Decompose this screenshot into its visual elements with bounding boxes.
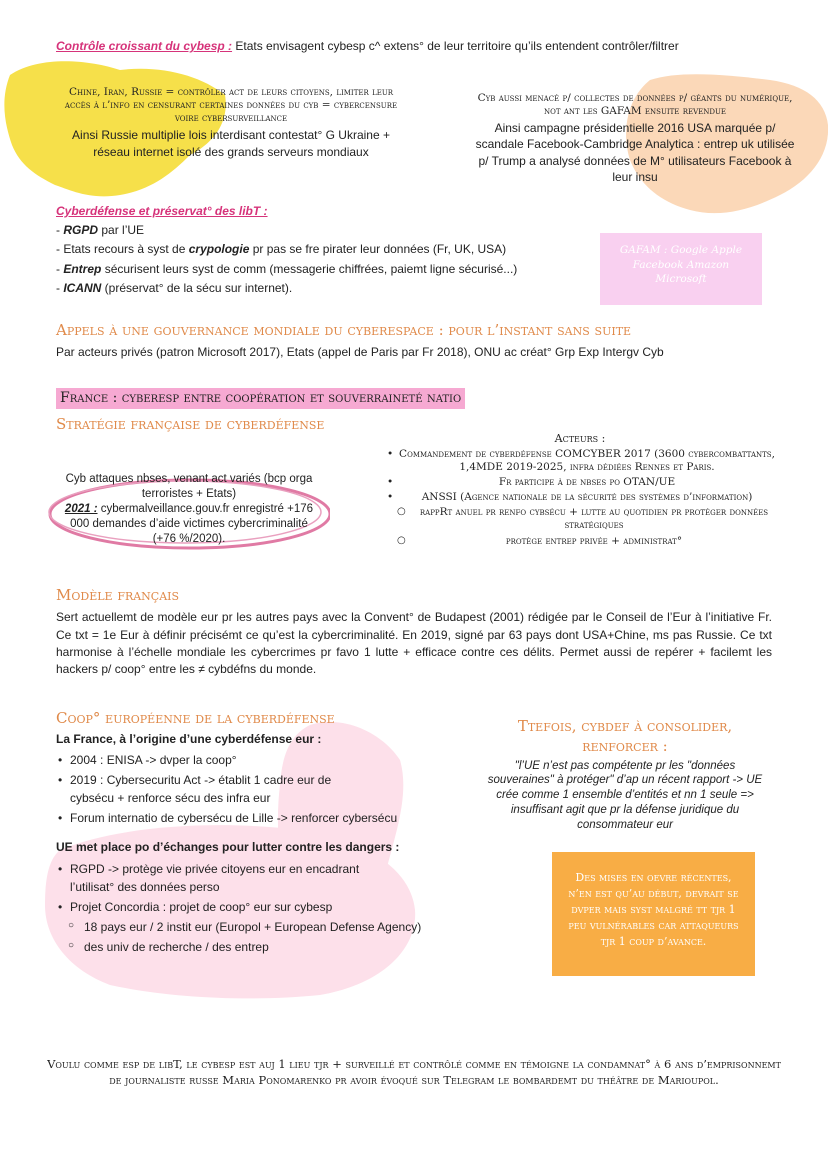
controle-title: Contrôle croissant du cybesp : [56,39,233,53]
list-item: ○ rappRt anuel pr renfo cybsécu + lutte au quotidien pr protéger données stratégiques [385,506,775,532]
coop-title: Coop° européenne de la cyberdéfense [56,709,335,727]
cyberdefense-section [56,203,586,299]
chine-block [56,86,406,160]
acteurs-title: Acteurs : [554,432,606,445]
gouvernance-text: Par acteurs privés (patron Microsoft 2017), Etats (appel de Paris par Fr 2018), ONU ac créat° Grp Exp Intergv Cyb [56,345,664,360]
chine-heading: Chine, Iran, Russie = contrôler act de leurs citoyens, limiter leur accès à l’info en censurant certaines données du cyb = cybercensure voire cybersurveillance [64,86,398,125]
list-item: • Projet Concordia : projet de coop° eur sur cybesp [56,898,456,916]
attacks-block [60,472,318,547]
cyb-menace-heading: Cyb aussi menacé p/ collectes de données p/ géants du numérique, not ant les GAFAM ensuite revendue [477,92,793,118]
list-item: ○ des univ de recherche / des entrep [56,938,456,956]
list-item: ○ protège entrep privée + administrat° [385,535,775,548]
france-title: France : cyberesp entre coopération et souverraineté natio [56,388,465,409]
cyberdefense-item: - Entrep sécurisent leurs syst de comm (messagerie chiffrées, paiemt ligne sécurisé...) [56,261,518,276]
list-item: • Forum internatio de cybersécu de Lille -> renforcer cybersécu [56,809,456,827]
attacks-detail: cybermalveillance.gouv.fr enregistré +176 000 demandes d’aide victimes cybercriminalité (+76 %/2020). [70,502,314,545]
attacks-year: 2021 : [64,502,98,515]
ue-title: UE met place po d’échanges pour lutter contre les dangers : [56,840,400,855]
ttefois-title: Ttefois, cybdef à consolider, renforcer : [517,717,733,756]
ttefois-section [485,716,765,833]
modele-text: Sert actuellemt de modèle eur pr les autres pays avec la Convent° de Budapest (2001) rédigée par le Conseil de l’Eur à l’initiative Fr. Ce txt = 1e Eur à définir précisémt ce qu’est la cybercriminalité. En 2019, signé par 63 pays dont USA+Chine, ms pas Russie. Ce txt harmonise à l’échelle mondiale les cybercrimes pr favo 1 lutte + efficace contre ces délits. Permet aussi de repérer + facilemt les hackers p/ coop° entre les ≠ cybdéfns du monde. [56,610,772,677]
cyb-menace-block [470,92,800,185]
attacks-text: Cyb attaques nbses, venant act variés (bcp orga terroristes + Etats) [65,473,313,500]
controle-line [56,38,796,54]
acteurs-block [385,432,775,550]
strategie-title: Stratégie française de cyberdéfense [56,415,325,433]
modele-section [56,585,772,679]
list-item: • 2019 : Cybersecuritu Act -> établit 1 cadre eur de cybsécu + renforce sécu des infra eur [56,771,376,807]
list-item: ○ 18 pays eur / 2 instit eur (Europol + European Defense Agency) [56,918,456,936]
gouvernance-title: Appels à une gouvernance mondiale du cyberespace : pour l’instant sans suite [56,321,632,339]
modele-title: Modèle français [56,586,180,604]
controle-text: Etats envisagent cybesp c^ extens° de leur territoire qu’ils entendent contrôler/filtrer [232,39,679,53]
coop-subtitle: La France, à l’origine d’une cyberdéfense eur : [56,732,322,747]
list-item: • RGPD -> protège vie privée citoyens eur en encadrant l’utilisat° des données perso [56,860,396,896]
cyb-menace-text: Ainsi campagne présidentielle 2016 USA marquée p/ scandale Facebook-Cambridge Analytica : entrep uk utilisée p/ Trump a analysé données de M° utilisateurs Facebook à leur insu [475,121,795,184]
cyberdefense-title: Cyberdéfense et préservat° des libT : [56,204,268,218]
gafam-note: GAFAM : Google Apple Facebook Amazon Microsoft [600,233,762,305]
list-item: • ANSSI (Agence nationale de la sécurité des systèmes d’information) [385,491,775,504]
ttefois-text: "l’UE n’est pas compétente pr les "données souveraines" à protéger" d’ap un récent rapport -> UE crée comme 1 ensemble d’entités et nn 1 seule => insuffisant agit que pr la défense juridique du consommateur eur [487,759,763,832]
cyberdefense-item: - RGPD par l’UE [56,223,145,238]
cyberdefense-item: - Etats recours à syst de crypologie pr pas se fre pirater leur données (Fr, UK, USA) [56,242,507,257]
list-item: • Commandement de cyberdéfense COMCYBER 2017 (3600 cybercombattants, 1,4MDE 2019-2025, infra dédiées Rennes et Paris. [385,448,775,474]
cyberdefense-item: - ICANN (préservat° de la sécu sur internet). [56,280,293,295]
chine-text: Ainsi Russie multiplie lois interdisant contestat° G Ukraine + réseau internet isolé des grands serveurs mondiaux [72,128,390,159]
coop-section [56,708,456,958]
conclusion: Voulu comme esp de libT, le cybesp est auj 1 lieu tjr + surveillé et contrôlé comme en témoigne la condamnat° à 6 ans d’emprisonnemt de journaliste russe Maria Ponomarenko pr avoir évoqué sur Telegram le bombardemt du théâtre de Marioupol. [47,1057,781,1088]
gouvernance-section [56,320,796,360]
list-item: • Fr participe à de nbses po OTAN/UE [385,476,775,489]
list-item: • 2004 : ENISA -> dvper la coop° [56,751,456,769]
orange-note: Des mises en oevre récentes, n’en est qu’au début, devrait se dvper mais syst malgré tt tjr 1 peu vulnérables car attaqueurs tjr 1 coup d’avance. [552,852,755,976]
